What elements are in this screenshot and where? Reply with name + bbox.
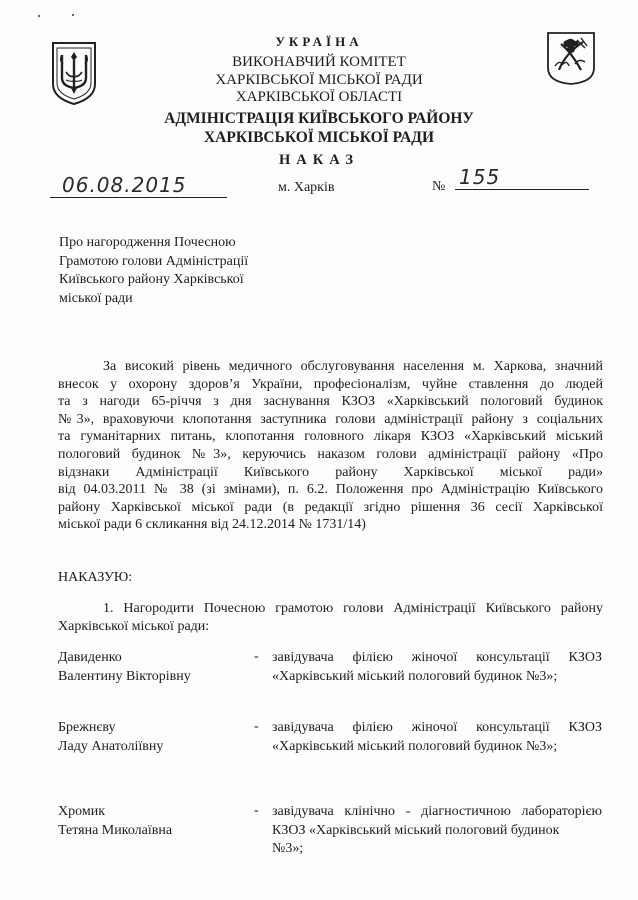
awardee-name xyxy=(58,649,191,686)
awardee-dash: - xyxy=(254,803,259,818)
item-line: Харківської міської ради: xyxy=(58,618,210,634)
position-line: завідувача філією жіночої консультації КЗОЗ xyxy=(272,650,602,665)
preamble-line: та гуманітарних питань, клопотання головного лікаря КЗОЗ «Харківський міський xyxy=(58,429,603,445)
order-word: НАКАЗУЮ: xyxy=(58,570,133,585)
position-line: «Харківський міський пологовий будинок №3»; xyxy=(272,668,558,684)
order-date: 06.08.2015 xyxy=(50,173,227,198)
order-number: 155 xyxy=(455,165,589,190)
header-region: ХАРКІВСЬКОЇ ОБЛАСТІ xyxy=(235,89,403,105)
subject-line: Про нагородження Почесною xyxy=(59,235,236,250)
document-type-title: НАКАЗ xyxy=(278,152,360,168)
subject-line: міської ради xyxy=(59,290,133,306)
header-country: УКРАЇНА xyxy=(275,34,363,49)
preamble-line: міської ради 6 скликання від 24.12.2014 № 1731/14) xyxy=(58,517,366,533)
awardee-surname: Брежнєву xyxy=(58,720,116,735)
position-line: «Харківський міський пологовий будинок №3»; xyxy=(272,738,558,754)
order-item-1 xyxy=(58,600,603,635)
subject-line: Грамотою голови Адміністрації xyxy=(59,253,249,269)
awardee-position xyxy=(272,803,602,859)
awardee-dash: - xyxy=(254,649,259,664)
position-line: завідувача клінічно - діагностичною лабораторією xyxy=(272,804,602,819)
preamble-line: відзнаки Адміністрації Київського району Харківської міської ради» xyxy=(58,464,603,480)
position-line: №3»; xyxy=(272,841,304,856)
header-executive-committee: ВИКОНАВЧИЙ КОМІТЕТ xyxy=(232,54,406,70)
awardee-surname: Хромик xyxy=(58,804,105,819)
scan-speck xyxy=(72,14,74,16)
preamble-line: За високий рівень медичного обслуговування населення м. Харкова, значний xyxy=(103,359,603,374)
position-line: КЗОЗ «Харківський міський пологовий будинок xyxy=(272,822,560,838)
preamble-line: пологовий будинок №3», керуючись наказом голови адміністрації району «Про xyxy=(58,446,603,462)
preamble-paragraph xyxy=(58,358,603,534)
preamble-line: №3», враховуючи клопотання заступника голови адміністрації району з соціальних xyxy=(58,411,603,427)
awardee-name xyxy=(58,803,172,840)
preamble-line: внесок у охорону здоров’я України, професіоналізм, чуйне ставлення до людей xyxy=(58,376,603,392)
scan-speck xyxy=(38,15,40,17)
preamble-line: та з нагоди 65-річчя з дня заснування КЗОЗ «Харківський пологовий будинок xyxy=(58,394,603,410)
preamble-line: від 04.03.2011 № 38 (зі змінами), п. 6.2. Положення про Адміністрацію Київського xyxy=(58,482,603,498)
awardee-surname: Давиденко xyxy=(58,650,122,665)
item-line: 1. Нагородити Почесною грамотою голови Адміністрації Київського району xyxy=(103,601,603,616)
position-line: завідувача філією жіночої консультації КЗОЗ xyxy=(272,720,602,735)
header-administration-council: ХАРКІВСЬКОЇ МІСЬКОЇ РАДИ xyxy=(203,129,435,146)
awardee-given-names: Тетяна Миколаївна xyxy=(58,822,173,838)
order-number-label: № xyxy=(432,179,446,194)
awardee-position xyxy=(272,719,602,756)
preamble-line: району Харківської міської ради (в редакції згідно рішення 36 сесії Харківської xyxy=(58,499,603,515)
subject-line: Київського району Харківської xyxy=(59,272,244,287)
awardee-given-names: Ладу Анатоліївну xyxy=(58,738,164,754)
order-subject xyxy=(59,234,319,308)
header-administration: АДМІНІСТРАЦІЯ КИЇВСЬКОГО РАЙОНУ xyxy=(164,110,474,127)
awardee-dash: - xyxy=(254,719,259,734)
order-city: м. Харків xyxy=(278,180,335,195)
awardee-given-names: Валентину Вікторівну xyxy=(58,668,191,684)
awardee-position xyxy=(272,649,602,686)
awardee-name xyxy=(58,719,163,756)
header-city-council: ХАРКІВСЬКОЇ МІСЬКОЇ РАДИ xyxy=(215,72,423,88)
